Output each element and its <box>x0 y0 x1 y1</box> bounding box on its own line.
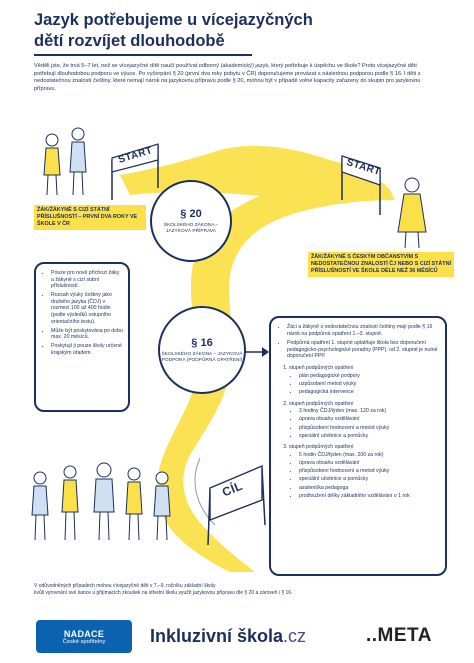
title-line-2: dětí rozvíjet dlouhodobě <box>34 32 225 50</box>
label-foreign-pupil: ŽÁK/ŽÁKYNĚ S CIZÍ STÁTNÍ PŘÍSLUŠNOSTÍ – PRVNÍ DVA ROKY VE ŠKOLE V ČR <box>34 205 146 230</box>
title-line-1: Jazyk potřebujeme u vícejazyčných <box>34 11 313 29</box>
paragraph-20-subtitle: ŠKOLSKÉHO ZÁKONA – JAZYKOVÁ PŘÍPRAVA <box>163 222 219 234</box>
nadace-ceske-sporitelny-logo[interactable] <box>36 620 132 653</box>
paragraph-20-circle <box>150 180 232 262</box>
children-figures-top-left <box>44 128 86 195</box>
start-sign-left-label: START <box>117 145 154 166</box>
list-item: • 5 hodin ČDJ/týden (max. 200 za rok) <box>299 452 439 459</box>
paragraph-16-subtitle: ŠKOLSKÉHO ZÁKONA – JAZYKOVÁ PODPORA (PODPŮRNÁ OPATŘENÍ) <box>161 351 243 363</box>
meta-logo[interactable]: ..META <box>366 625 432 646</box>
list-item: • plán pedagogické podpory <box>299 373 439 380</box>
list-item: • úprava obsahu vzdělávání <box>299 416 439 423</box>
footnote-line-1: V odůvodněných případech mohou vícejazyčné děti v 7.–9. ročníku základní školy <box>34 583 216 589</box>
children-group-bottom <box>32 463 170 540</box>
list-item: • Rozsah výuky češtiny jako druhého jazyka (ČDJ) v rozmezí 100 až 400 hodin (podle výsledků vstupního orientačního testu). <box>51 292 123 325</box>
list-item: • uzpůsobení metod výuky <box>299 381 439 388</box>
footnote-line-2: kvůli vyrovnání své šance u přijímacích zkoušek na střední školu využít jazykovou přípravu dle § 20 a zároveň i § 16. <box>34 589 293 596</box>
paragraph-20-title: § 20 <box>180 207 202 220</box>
list-item: • Žáci a žákyně s nedostatečnou znalostí češtiny mají podle § 16 nárok na podpůrná opatření 1.–3. stupně. <box>287 324 439 337</box>
list-item: • speciální učebnice a pomůcky <box>299 433 439 440</box>
list-item: • speciální učebnice a pomůcky <box>299 476 439 483</box>
support-level-title: stupeň podpůrných opatření <box>289 364 354 371</box>
title-underline <box>34 54 252 56</box>
nadace-logo-line-1: NADACE <box>63 628 105 639</box>
arrow-to-right-box <box>244 347 269 357</box>
support-level-1 <box>289 365 439 396</box>
paragraph-16-info-box <box>269 316 447 576</box>
list-item: • přizpůsobení hodnocení a metod výuky <box>299 425 439 432</box>
child-figure-right <box>398 178 426 248</box>
intro-text: Věděli jste, že trvá 5–7 let, než se vícejazyčné dítě naučí používat odborný (akademický) jazyk, který potřebuje k úspěchu ve škole? Proto vícejazyčné děti potřebují dlouhodobou podporu ve výuce. Po vyčerpání § 20 (první dva roky pobytu v ČR) doporučujeme provázat s následnou podporou podle § 16. I děti s nedostatečnou znalostí češtiny, které nemají nárok na jazykovou přípravu podle § 20, mohou být v případě volné kapacity zařazeny do skupin pro jazykovou přípravu. <box>34 63 421 92</box>
support-level-title: stupeň podpůrných opatření <box>289 400 354 407</box>
inkluzivni-skola-domain: .cz <box>283 626 307 646</box>
label-czech-citizen-pupil: ŽÁK/ŽÁKYNĚ S ČESKÝM OBČANSTVÍM S NEDOSTATEČNOU ZNALOSTÍ ČJ NEBO S CIZÍ STÁTNÍ PŘÍSLUŠNOSTÍ VE ŠKOLE DÉLE NEŽ 36 MĚSÍCŮ <box>308 252 454 277</box>
inkluzivni-skola-logo[interactable] <box>150 626 306 647</box>
list-item: • prodloužení délky základního vzdělávání o 1 rok <box>299 493 439 500</box>
finish-sign <box>208 466 265 545</box>
paragraph-20-info-box <box>34 262 130 412</box>
page-title <box>34 10 394 52</box>
footnote <box>34 583 444 596</box>
list-item: • pedagogická intervence <box>299 389 439 396</box>
list-item: • Poskytují ji pouze školy určené krajským úřadem. <box>51 343 123 356</box>
inkluzivni-skola-text: Inkluzivní škola <box>150 626 284 646</box>
list-item: • 3 hodiny ČDJ/týden (max. 120 za rok) <box>299 408 439 415</box>
nadace-logo-line-2: České spořitelny <box>62 638 106 645</box>
paragraph-16-circle <box>158 306 246 394</box>
list-item: • Pouze pro nově příchozí žáky a žákyně s cizí státní příslušností. <box>51 270 123 290</box>
list-item: • úprava obsahu vzdělávání <box>299 460 439 467</box>
support-level-2 <box>289 401 439 440</box>
support-level-3 <box>289 444 439 499</box>
list-item: • Může být poskytována po dobu max. 20 měsíců. <box>51 328 123 341</box>
list-item: • asistent/ka pedagoga <box>299 485 439 492</box>
intro-paragraph <box>34 63 439 93</box>
support-level-title: stupeň podpůrných opatření <box>289 444 354 451</box>
start-sign-right-label: START <box>345 157 382 178</box>
finish-sign-label: CÍL <box>220 478 245 500</box>
paragraph-16-title: § 16 <box>191 336 213 349</box>
list-item: • Podpůrná opatření 1. stupně uplatňuje škola bez doporučení pedagogicko-psychologické poradny (PPP), od 2. stupně je nutné doporučení PPP. <box>287 340 439 360</box>
list-item: • přizpůsobení hodnocení a metod výuky <box>299 468 439 475</box>
